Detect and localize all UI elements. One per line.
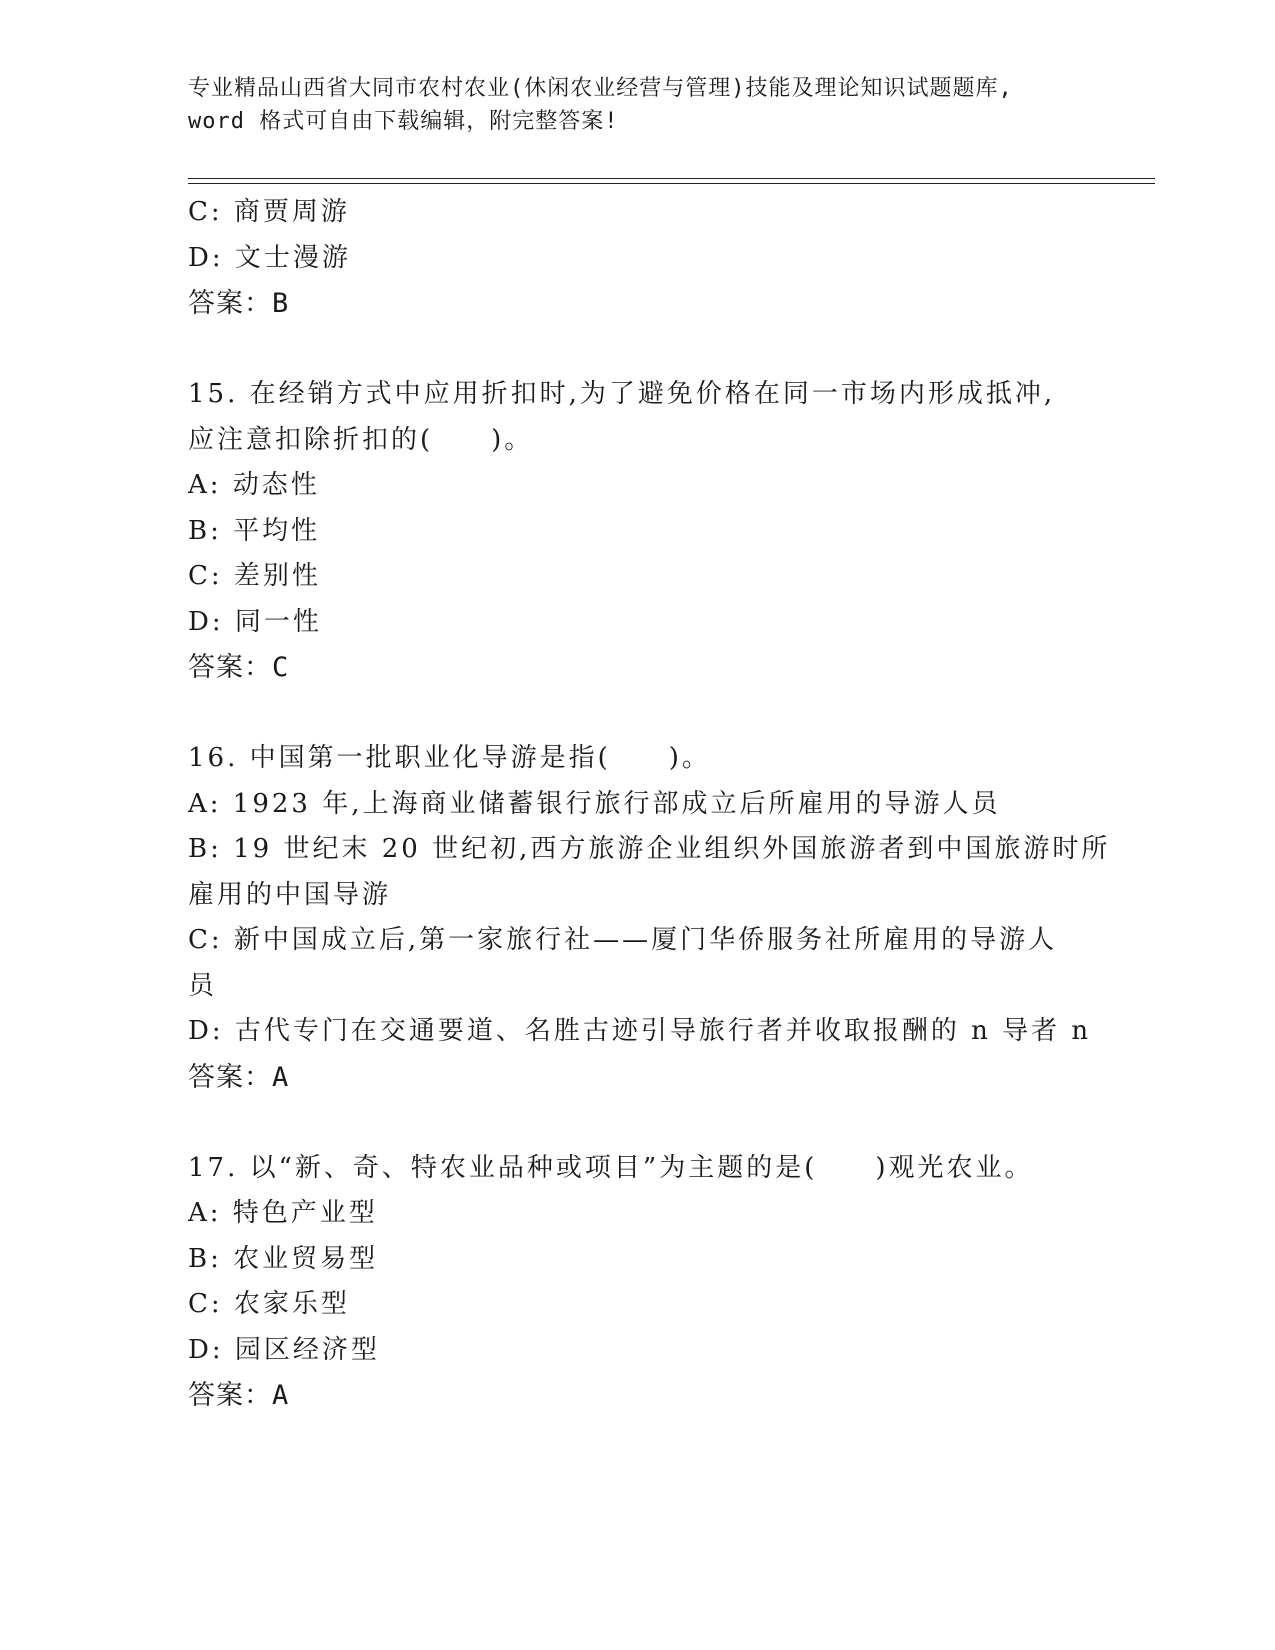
option-b: B: 平均性: [188, 515, 321, 546]
question-16: [188, 736, 1118, 1100]
question-stem-continued: 应注意扣除折扣的( )。: [188, 424, 534, 455]
header-line-2: word 格式可自由下载编辑，附完整答案!: [188, 109, 619, 134]
spacer: [188, 691, 1118, 737]
question-14-tail: [188, 190, 1118, 327]
option-a: A: 动态性: [188, 470, 320, 500]
spacer: [188, 327, 1118, 373]
option-d: D: 古代专门在交通要道、名胜古迹引导旅行者并收取报酬的 n 导者 n: [188, 1016, 1092, 1046]
option-b: B: 19 世纪末 20 世纪初,西方旅游企业组织外国旅游者到中国旅游时所: [188, 834, 1111, 864]
header-line-1: 专业精品山西省大同市农村农业(休闲农业经营与管理)技能及理论知识试题题库,: [188, 76, 1013, 101]
option-c: C: 差别性: [188, 561, 321, 591]
question-stem: 15. 在经销方式中应用折扣时,为了避免价格在同一市场内形成抵冲,: [188, 379, 1056, 409]
answer-line: 答案：A: [188, 1380, 290, 1411]
question-stem: 16. 中国第一批职业化导游是指( )。: [188, 743, 711, 773]
spacer: [188, 1100, 1118, 1146]
option-c: C: 农家乐型: [188, 1289, 350, 1319]
option-a: A: 1923 年,上海商业储蓄银行旅行部成立后所雇用的导游人员: [188, 788, 1001, 819]
question-15: [188, 372, 1118, 691]
question-17: [188, 1146, 1118, 1419]
option-d: D: 文士漫游: [188, 242, 351, 273]
answer-line: 答案：A: [188, 1061, 290, 1093]
option-b: B: 农业贸易型: [188, 1243, 379, 1274]
option-c: C: 新中国成立后,第一家旅行社——厦门华侨服务社所雇用的导游人: [188, 925, 1058, 955]
option-d: D: 园区经济型: [188, 1334, 380, 1365]
document-header: [188, 72, 1088, 138]
option-c-continued: 员: [188, 970, 218, 1001]
option-b-continued: 雇用的中国导游: [188, 879, 392, 910]
question-stem: 17. 以“新、奇、特农业品种或项目”为主题的是( )观光农业。: [188, 1152, 1034, 1183]
option-c: C: 商贾周游: [188, 197, 350, 227]
question-list: [188, 190, 1118, 1419]
option-a: A: 特色产业型: [188, 1198, 378, 1228]
answer-line: 答案：B: [188, 288, 290, 319]
option-d: D: 同一性: [188, 606, 322, 637]
header-divider: [188, 178, 1155, 184]
answer-line: 答案：C: [188, 652, 290, 683]
